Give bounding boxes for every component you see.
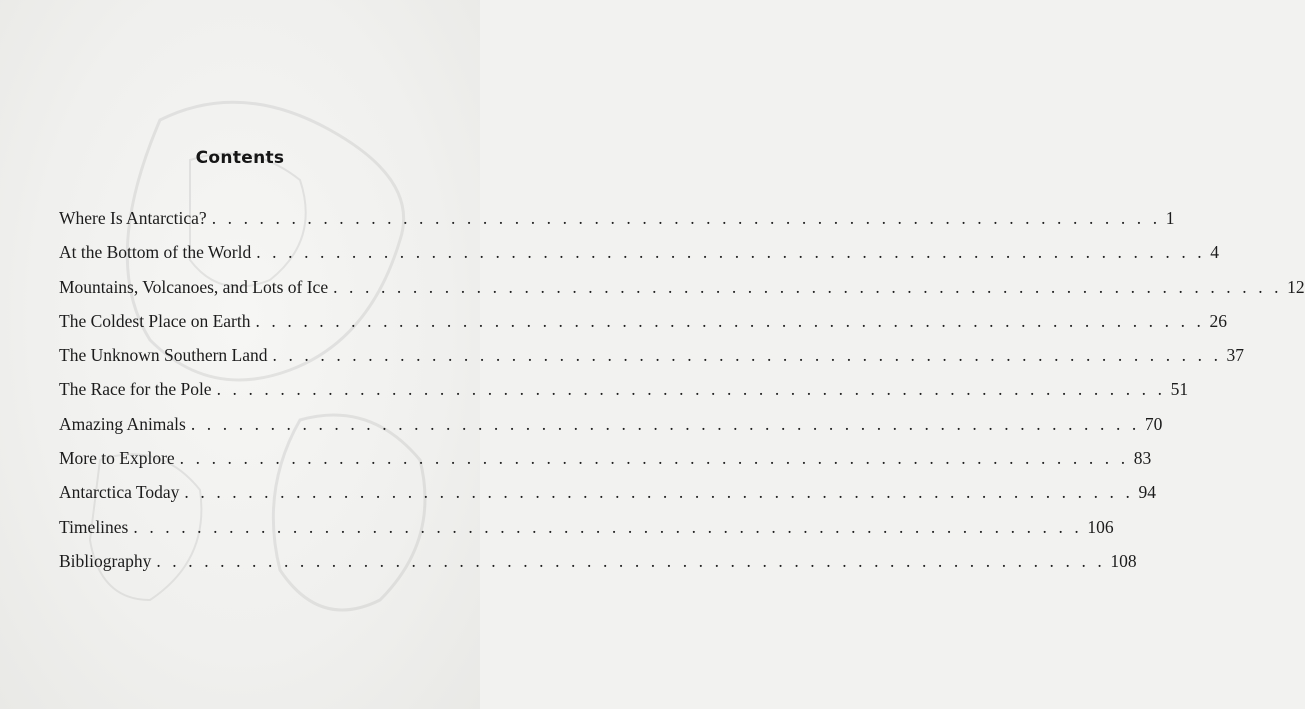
- toc-entry: [59, 201, 1175, 235]
- toc-entry: [59, 338, 1245, 372]
- toc-entry-title: More to Explore: [59, 448, 175, 469]
- toc-entry-title: At the Bottom of the World: [59, 242, 252, 263]
- toc-entry-title: Timelines: [59, 516, 129, 537]
- toc-entry-title: Where Is Antarctica?: [59, 208, 207, 228]
- toc-entry-title: Antarctica Today: [59, 482, 180, 503]
- dot-leader: . . . . . . . . . . . . . . . . . . . . . . . . . . . . . . . . . . . . . . . . . . . . . . . . . . . . . . . . . . . .: [133, 516, 1083, 537]
- dot-leader: . . . . . . . . . . . . . . . . . . . . . . . . . . . . . . . . . . . . . . . . . . . . . . . . . . . . . . . . . . . .: [216, 379, 1166, 400]
- toc-entry-page-number: 37: [1226, 345, 1245, 366]
- toc-entry: [59, 441, 1152, 475]
- toc-entry-title: Amazing Animals: [59, 413, 186, 434]
- toc-entry: [59, 407, 1163, 441]
- toc-entry: [59, 304, 1228, 338]
- dot-leader: . . . . . . . . . . . . . . . . . . . . . . . . . . . . . . . . . . . . . . . . . . . . . . . . . . . . . . . . . . . .: [255, 310, 1205, 331]
- dot-leader: . . . . . . . . . . . . . . . . . . . . . . . . . . . . . . . . . . . . . . . . . . . . . . . . . . . . . . . . . . . .: [256, 242, 1206, 263]
- toc-entry-title: The Race for the Pole: [59, 379, 212, 400]
- toc-entry-page-number: 70: [1144, 413, 1163, 434]
- toc-entry-page-number: 1: [1165, 208, 1175, 228]
- toc-entry: [59, 544, 1137, 578]
- dot-leader: . . . . . . . . . . . . . . . . . . . . . . . . . . . . . . . . . . . . . . . . . . . . . . . . . . . . . . . . . . . .: [179, 448, 1129, 469]
- toc-entry-page-number: 4: [1210, 242, 1219, 263]
- dot-leader: . . . . . . . . . . . . . . . . . . . . . . . . . . . . . . . . . . . . . . . . . . . . . . . . . . . . . . . . . . . .: [184, 482, 1134, 503]
- toc-entry-title: Mountains, Volcanoes, and Lots of Ice: [59, 276, 329, 297]
- toc-entry-page-number: 51: [1170, 379, 1189, 400]
- toc-entry-page-number: 26: [1209, 310, 1228, 331]
- dot-leader: . . . . . . . . . . . . . . . . . . . . . . . . . . . . . . . . . . . . . . . . . . . . . . . . . . . . . . . . . . . .: [156, 550, 1106, 571]
- toc-entry: [59, 235, 1219, 269]
- toc-entry: [59, 510, 1114, 544]
- dot-leader: . . . . . . . . . . . . . . . . . . . . . . . . . . . . . . . . . . . . . . . . . . . . . . . . . . . . . . . . . . . .: [272, 345, 1222, 366]
- toc-entry-page-number: 106: [1087, 516, 1114, 537]
- toc-entry-page-number: 108: [1110, 550, 1137, 571]
- dot-leader: . . . . . . . . . . . . . . . . . . . . . . . . . . . . . . . . . . . . . . . . . . . . . . . . . . . . . . . . . . . .: [333, 276, 1283, 297]
- toc-entry-title: The Unknown Southern Land: [59, 345, 268, 366]
- toc-entry-title: The Coldest Place on Earth: [59, 310, 251, 331]
- toc-entry-title: Bibliography: [59, 550, 152, 571]
- page-title: Contents: [195, 148, 285, 168]
- table-of-contents: [59, 201, 1305, 578]
- dot-leader: . . . . . . . . . . . . . . . . . . . . . . . . . . . . . . . . . . . . . . . . . . . . . . . . . . . . . . . . . . . .: [211, 208, 1161, 228]
- toc-entry-page-number: 12: [1287, 276, 1305, 297]
- toc-entry-page-number: 83: [1133, 448, 1152, 469]
- dot-leader: . . . . . . . . . . . . . . . . . . . . . . . . . . . . . . . . . . . . . . . . . . . . . . . . . . . . . . . . . . . .: [190, 413, 1140, 434]
- toc-entry: [59, 372, 1189, 406]
- toc-entry: [59, 475, 1156, 509]
- toc-entry: [59, 270, 1305, 304]
- toc-entry-page-number: 94: [1138, 482, 1156, 503]
